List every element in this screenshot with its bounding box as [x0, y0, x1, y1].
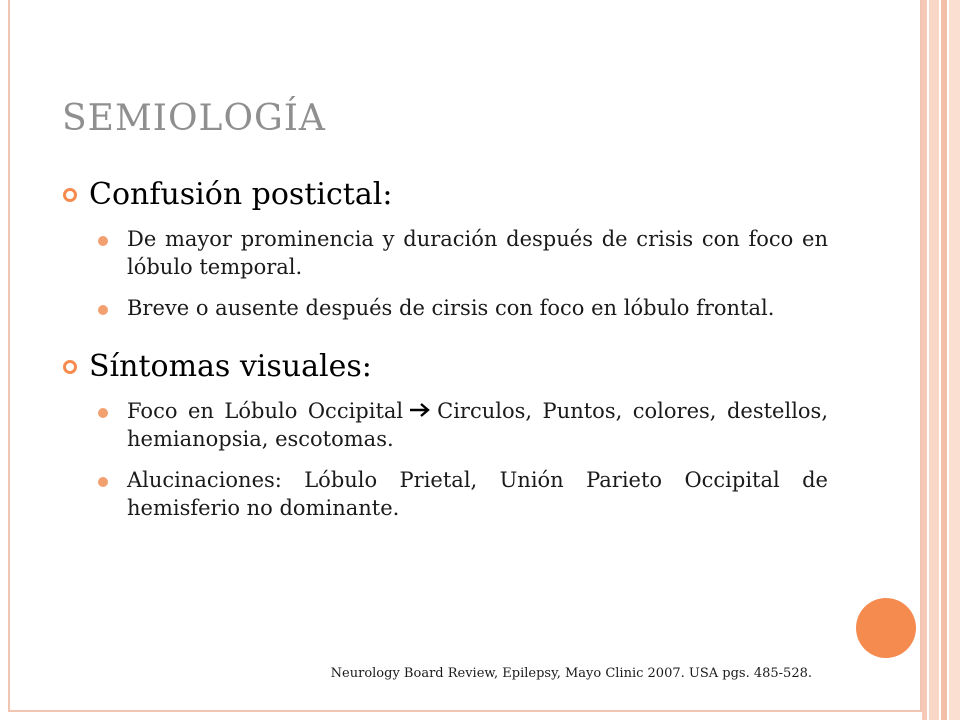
citation-footer: Neurology Board Review, Epilepsy, Mayo Clinic 2007. USA pgs. 485-528. [330, 666, 812, 681]
section-heading-text: Confusión postictal: [89, 177, 393, 212]
ring-icon [62, 359, 78, 375]
list-item [98, 225, 828, 281]
bullet-list [62, 225, 828, 322]
right-arrow-icon [409, 403, 431, 417]
section-heading-text: Síntomas visuales: [89, 349, 372, 384]
section-heading [62, 176, 828, 214]
list-item-text: Alucinaciones: Lóbulo Prietal, Unión Parieto Occipital de hemisferio no dominante. [127, 468, 828, 520]
section-sintomas-visuales [62, 348, 828, 522]
section-heading [62, 348, 828, 386]
list-item [98, 466, 828, 522]
decorative-circle [856, 598, 916, 658]
list-item-text-after: Circulos, Puntos, colores, destellos, hemianopsia, escotomas. [127, 399, 829, 451]
dot-icon [98, 408, 108, 418]
decorative-stripes [922, 0, 960, 720]
dot-icon [98, 236, 108, 246]
dot-icon [98, 477, 108, 487]
list-item-text: Breve o ausente después de cirsis con foco en lóbulo frontal. [127, 296, 775, 320]
list-item [98, 397, 828, 453]
ring-icon [62, 187, 78, 203]
slide-title: SEMIOLOGÍA [62, 98, 326, 139]
list-item [98, 294, 828, 322]
bullet-list [62, 397, 828, 522]
list-item-text: De mayor prominencia y duración después de crisis con foco en lóbulo temporal. [127, 227, 828, 279]
list-item-text-before: Foco en Lóbulo Occipital [127, 399, 404, 423]
section-confusion-postictal [62, 176, 828, 322]
slide-content [62, 176, 828, 522]
dot-icon [98, 305, 108, 315]
